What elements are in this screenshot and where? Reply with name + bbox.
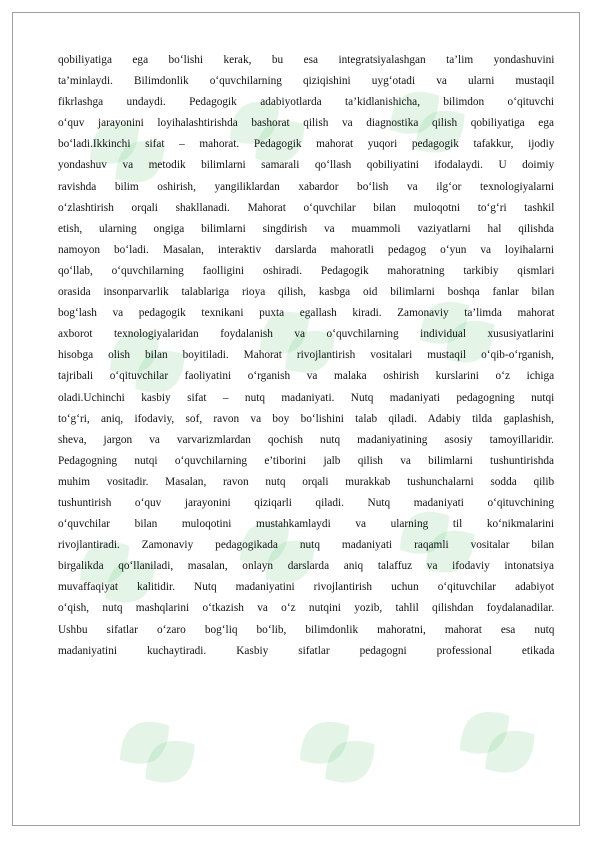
body-paragraph — [58, 50, 554, 662]
text-line: Ushbu sifatlar o‘zaro bog‘liq bo‘lib, bilimdonlik mahoratni, mahorat esa nutq — [58, 623, 555, 636]
text-line: muvaffaqiyat kalitidir. Nutq madaniyatini rivojlantirish uchun o‘qituvchilar adabiyot — [58, 581, 554, 594]
text-line: yondashuv va metodik bilimlarni samarali qo‘llash qobiliyatini ifodalaydi. U doimiy — [58, 159, 555, 172]
text-line: Pedagogning nutqi o‘quvchilarning e’tiborini jalb qilish va bilimlarni tushuntirishda — [58, 454, 555, 467]
text-line: tajribali o‘qituvchilar faoliyatini o‘rganish va malaka oshirish kurslarini o‘z ichiga — [58, 370, 555, 383]
text-line: rivojlantiradi. Zamonaviy pedagogikada nutq madaniyati raqamli vositalar bilan — [58, 539, 555, 552]
text-line: ravishda bilim oshirish, yangiliklardan xabardor bo‘lish va ilg‘or texnologiyalarni — [58, 180, 554, 193]
text-line: oladi.Uchinchi kasbiy sifat – nutq madaniyati. Nutq madaniyati pedagogning nutqi — [58, 391, 555, 404]
text-line: fikrlashga undaydi. Pedagogik adabiyotlarda ta’kidlanishicha, bilimdon o‘qituvchi — [58, 96, 554, 109]
text-line: qo‘llab, o‘quvchilarning faolligini oshiradi. Pedagogik mahoratning tarkibiy qismlari — [58, 264, 555, 277]
text-line: hisobga olish bilan boyitiladi. Mahorat rivojlantirish vositalari mustaqil o‘qib-o‘rganish, — [58, 349, 554, 362]
text-line: bo‘ladi.Ikkinchi sifat – mahorat. Pedagogik mahorat yuqori pedagogik tafakkur, ijodiy — [58, 138, 555, 151]
text-line: axborot texnologiyalaridan foydalanish va o‘quvchilarning individual xususiyatlarini — [58, 328, 555, 341]
text-line: o‘zlashtirish orqali shakllanadi. Mahorat o‘quvchilar bilan muloqotni to‘g‘ri tashkil — [58, 201, 555, 214]
text-line: muhim vositadir. Masalan, ravon nutq orqali murakkab tushunchalarni sodda qilib — [58, 475, 555, 488]
text-line: o‘qish, nutq mashqlarini o‘tkazish va o‘z nutqini yozib, tahlil qilishdan foydalanadilar. — [58, 602, 555, 615]
text-line: qobiliyatiga ega bo‘lishi kerak, bu esa integratsiyalashgan ta’lim yondashuvini — [58, 54, 555, 66]
text-line: orasida insonparvarlik talablariga rioya qilish, kasbga oid bilimlarni boshqa fanlar bilan — [58, 286, 555, 299]
text-line: birgalikda qo‘llaniladi, masalan, onlayn darslarda aniq talaffuz va ifodaviy intonatsiya — [58, 560, 554, 573]
text-line: madaniyatini kuchaytiradi. Kasbiy sifatlar pedagogni professional etikada — [58, 644, 555, 657]
text-line: o‘quvchilar bilan muloqotini mustahkamlaydi va ularning til ko‘nikmalarini — [58, 518, 554, 531]
text-line: tushuntirish o‘quv jarayonini qiziqarli qiladi. Nutq madaniyati o‘qituvchining — [58, 496, 554, 509]
text-line: bog‘lash va pedagogik texnikani puxta egallash kiradi. Zamonaviy ta’limda mahorat — [58, 307, 555, 320]
text-line: to‘g‘ri, aniq, ifodaviy, sof, ravon va boy bo‘lishini talab qiladi. Adabiy tilda gaplashish, — [58, 412, 554, 425]
text-line: sheva, jargon va varvarizmlardan qochish nutq madaniyatining asosiy tamoyillaridir. — [58, 433, 554, 446]
text-line: namoyon bo‘ladi. Masalan, interaktiv darslarda mahoratli pedagog o‘yun va loyihalarni — [58, 243, 554, 256]
text-line: etish, ularning ongiga bilimlarni singdirish va muammoli vaziyatlarni hal qilishda — [58, 222, 554, 235]
text-line: ta’minlaydi. Bilimdonlik o‘quvchilarning qiziqishini uyg‘otadi va ularni mustaqil — [58, 75, 555, 88]
text-line: o‘quv jarayonini loyihalashtirishda bashorat qilish va diagnostika qilish qobiliyatiga ega — [58, 117, 554, 130]
